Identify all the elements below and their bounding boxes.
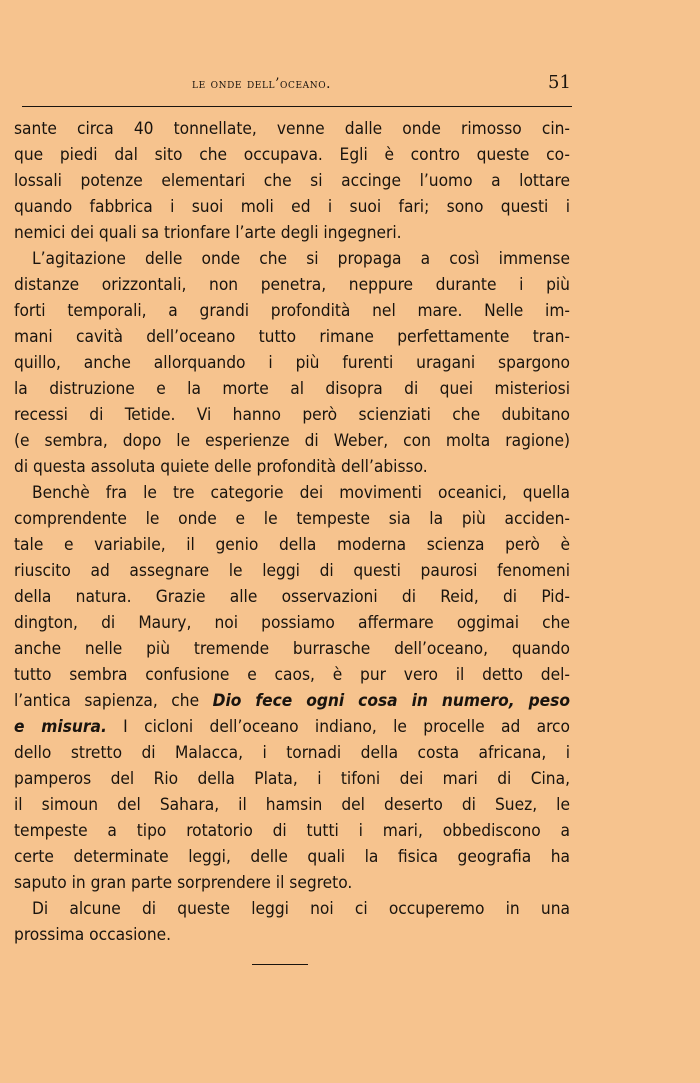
text-run: l’antica sapienza, che xyxy=(14,691,213,711)
text-line: della natura. Grazie alle osservazioni di Reid, di Pid- xyxy=(14,587,570,607)
text-line: prossima occasione. xyxy=(14,925,172,945)
text-line: il simoun del Sahara, il hamsin del deserto di Suez, le xyxy=(14,795,570,815)
end-rule xyxy=(252,964,308,965)
text-line: sante circa 40 tonnellate, venne dalle onde rimosso cin- xyxy=(14,119,570,139)
text-line: tale e variabile, il genio della moderna scienza però è xyxy=(14,535,570,555)
text-line: anche nelle più tremende burrasche dell’oceano, quando xyxy=(14,639,570,659)
italic-quote: e misura. xyxy=(14,717,107,737)
text-run: I cicloni dell’oceano indiano, le procelle ad arco xyxy=(106,717,571,737)
text-line: tutto sembra confusione e caos, è pur vero il detto del- xyxy=(14,665,570,685)
text-line: pamperos del Rio della Plata, i tifoni dei mari di Cina, xyxy=(14,769,570,789)
text-line: dello stretto di Malacca, i tornadi della costa africana, i xyxy=(14,743,570,763)
italic-quote: Dio fece ogni cosa in numero, peso xyxy=(212,691,570,711)
text-line xyxy=(14,688,570,714)
text-line: lossali potenze elementari che si accinge l’uomo a lottare xyxy=(14,171,570,191)
running-title: le onde dell’oceano. xyxy=(192,76,332,92)
text-line: quando fabbrica i suoi moli ed i suoi fari; sono questi i xyxy=(14,197,570,217)
text-line: nemici dei quali sa trionfare l’arte degli ingegneri. xyxy=(14,223,402,243)
page-number: 51 xyxy=(548,72,571,93)
text-line: saputo in gran parte sorprendere il segreto. xyxy=(14,873,353,893)
text-line: riuscito ad assegnare le leggi di questi paurosi fenomeni xyxy=(14,561,570,581)
text-line: quillo, anche allorquando i più furenti uragani spargono xyxy=(14,353,570,373)
header-rule xyxy=(22,106,572,107)
text-line: certe determinate leggi, delle quali la fisica geografia ha xyxy=(14,847,570,867)
text-line: recessi di Tetide. Vi hanno però scienziati che dubitano xyxy=(14,405,570,425)
text-line: dington, di Maury, noi possiamo affermare oggimai che xyxy=(14,613,570,633)
text-line: forti temporali, a grandi profondità nel mare. Nelle im- xyxy=(14,301,570,321)
text-line: di questa assoluta quiete delle profondità dell’abisso. xyxy=(14,457,428,477)
text-line: Di alcune di queste leggi noi ci occuperemo in una xyxy=(32,899,570,919)
body-text xyxy=(14,116,570,948)
text-line: Benchè fra le tre categorie dei movimenti oceanici, quella xyxy=(32,483,570,503)
text-line: (e sembra, dopo le esperienze di Weber, con molta ragione) xyxy=(14,431,570,451)
text-line: L’agitazione delle onde che si propaga a così immense xyxy=(32,249,570,269)
text-line: la distruzione e la morte al disopra di quei misteriosi xyxy=(14,379,570,399)
text-line xyxy=(14,714,570,740)
text-line: que piedi dal sito che occupava. Egli è contro queste co- xyxy=(14,145,570,165)
text-line: comprendente le onde e le tempeste sia la più acciden- xyxy=(14,509,570,529)
text-line: tempeste a tipo rotatorio di tutti i mari, obbediscono a xyxy=(14,821,570,841)
text-line: mani cavità dell’oceano tutto rimane perfettamente tran- xyxy=(14,327,570,347)
text-line: distanze orizzontali, non penetra, neppure durante i più xyxy=(14,275,570,295)
